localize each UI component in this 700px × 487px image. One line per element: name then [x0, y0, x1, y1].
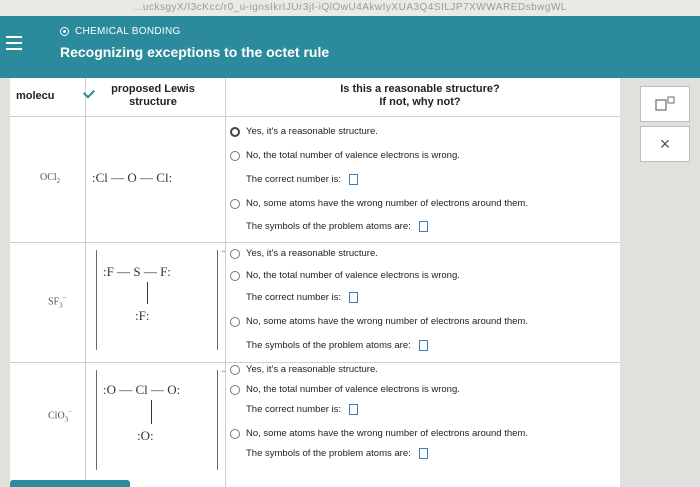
option-wrong-total[interactable] — [230, 270, 460, 281]
radio-button[interactable] — [230, 271, 240, 281]
radio-button[interactable] — [230, 249, 240, 259]
option-wrong-atoms[interactable] — [230, 198, 528, 209]
reasonable-header-line1: Is this a reasonable structure? — [340, 83, 500, 95]
square-superscript-icon — [654, 96, 676, 112]
molecule-formula-sf3 — [48, 294, 67, 309]
radio-button[interactable] — [230, 365, 240, 375]
grid-line — [10, 362, 620, 363]
formula-subscript: 3 — [59, 301, 63, 310]
lewis-bond: — — [111, 170, 125, 185]
problem-atoms-line — [246, 448, 428, 459]
correct-number-input[interactable] — [349, 292, 358, 303]
lewis-column-header — [98, 83, 208, 121]
correct-number-label: The correct number is: — [246, 174, 342, 185]
problem-atoms-input[interactable] — [419, 221, 428, 232]
question-card — [10, 78, 620, 487]
radio-button[interactable] — [230, 151, 240, 161]
lewis-charge: − — [221, 246, 227, 256]
lewis-bond: — — [117, 264, 131, 279]
radio-button[interactable] — [230, 385, 240, 395]
molecule-formula-clo3 — [48, 408, 72, 423]
correct-number-input[interactable] — [349, 404, 358, 415]
problem-atoms-label: The symbols of the problem atoms are: — [246, 340, 411, 351]
column-toggle-button[interactable] — [78, 82, 98, 102]
topic-status-icon — [60, 27, 69, 36]
option-label: No, some atoms have the wrong number of electrons around them. — [246, 428, 528, 439]
lewis-bond: — — [143, 264, 157, 279]
formula-main: ClO — [48, 410, 65, 422]
lewis-atom: S — [133, 264, 141, 279]
topic-row — [60, 26, 181, 37]
option-wrong-total[interactable] — [230, 150, 460, 161]
correct-number-line — [246, 174, 358, 185]
option-label: Yes, it's a reasonable structure. — [246, 126, 378, 137]
problem-atoms-line — [246, 340, 428, 351]
problem-atoms-input[interactable] — [419, 340, 428, 351]
lewis-atom: Cl: — [156, 170, 173, 185]
radio-button[interactable] — [230, 317, 240, 327]
problem-atoms-label: The symbols of the problem atoms are: — [246, 448, 411, 459]
lewis-atom: :Cl — [92, 170, 108, 185]
lewis-atom: O — [127, 170, 137, 185]
option-label: Yes, it's a reasonable structure. — [246, 248, 378, 259]
lewis-vertical-bond — [147, 282, 148, 304]
option-yes-reasonable[interactable] — [230, 248, 378, 259]
hamburger-menu-icon[interactable] — [6, 36, 22, 50]
option-label: No, some atoms have the wrong number of electrons around them. — [246, 316, 528, 327]
browser-url-bar[interactable]: ...ucksgyX/I3cKcc/r0_u-ignsIkrIJUr3jI-iQlOwU4AkwIyXUA3Q4SILJP7XWWAREDsbwgWL — [0, 0, 700, 16]
lewis-header-line2: structure — [129, 96, 177, 108]
correct-number-label: The correct number is: — [246, 404, 342, 415]
correct-number-label: The correct number is: — [246, 292, 342, 303]
correct-number-input[interactable] — [349, 174, 358, 185]
option-label: No, the total number of valence electrons is wrong. — [246, 150, 460, 161]
lewis-bond: — — [140, 170, 154, 185]
radio-button[interactable] — [230, 199, 240, 209]
option-yes-reasonable[interactable] — [230, 126, 378, 137]
chevron-down-icon — [83, 86, 95, 98]
problem-atoms-input[interactable] — [419, 448, 428, 459]
lewis-vertical-bond — [151, 400, 152, 424]
molecule-formula-ocl2 — [40, 172, 60, 185]
radio-button[interactable] — [230, 429, 240, 439]
option-label: No, the total number of valence electrons is wrong. — [246, 270, 460, 281]
lewis-bond: — — [119, 382, 133, 397]
molecule-header-label: molecu — [16, 90, 55, 102]
formula-subscript: 2 — [56, 177, 61, 185]
lewis-atom: F: — [160, 264, 171, 279]
option-label: No, the total number of valence electrons is wrong. — [246, 384, 460, 395]
expand-button[interactable] — [640, 86, 690, 122]
correct-number-line — [246, 292, 358, 303]
close-icon: × — [659, 133, 671, 154]
lewis-charge: − — [221, 366, 227, 376]
grid-line — [85, 78, 86, 487]
option-yes-reasonable[interactable] — [230, 364, 378, 375]
app-header — [0, 16, 700, 78]
lewis-atom: :F — [103, 264, 114, 279]
lewis-bond: — — [151, 382, 165, 397]
lewis-atom: Cl — [135, 382, 148, 397]
bottom-action-bar[interactable] — [10, 480, 130, 487]
option-label: Yes, it's a reasonable structure. — [246, 364, 378, 375]
lewis-atom: O: — [167, 382, 181, 397]
lewis-header-line1: proposed Lewis — [111, 83, 195, 95]
option-wrong-atoms[interactable] — [230, 316, 528, 327]
reasonable-header-line2: If not, why not? — [379, 96, 461, 108]
option-wrong-total[interactable] — [230, 384, 460, 395]
problem-atoms-line — [246, 221, 428, 232]
formula-main: OCl — [40, 172, 57, 183]
molecule-column-header — [16, 90, 76, 128]
lewis-atom: :O — [103, 382, 116, 397]
grid-line — [10, 242, 620, 243]
lewis-atom: :O: — [137, 428, 154, 443]
formula-main: SF — [48, 296, 60, 308]
lewis-structure-clo3 — [96, 366, 227, 470]
close-button[interactable] — [640, 126, 690, 162]
option-label: No, some atoms have the wrong number of electrons around them. — [246, 198, 528, 209]
formula-charge: − — [62, 294, 67, 302]
lewis-top-row — [103, 382, 180, 398]
reasonable-column-header — [310, 83, 530, 121]
option-wrong-atoms[interactable] — [230, 428, 528, 439]
lewis-structure-ocl2 — [92, 170, 172, 186]
correct-number-line — [246, 404, 358, 415]
lewis-top-row — [103, 264, 171, 280]
formula-subscript: 3 — [64, 415, 69, 424]
formula-charge: − — [68, 408, 73, 416]
radio-button[interactable] — [230, 127, 240, 137]
page-title: Recognizing exceptions to the octet rule — [60, 44, 330, 60]
lewis-structure-sf3 — [96, 246, 227, 350]
topic-label: CHEMICAL BONDING — [75, 26, 181, 37]
problem-atoms-label: The symbols of the problem atoms are: — [246, 221, 411, 232]
lewis-atom: :F: — [135, 308, 150, 323]
grid-line — [225, 78, 226, 487]
